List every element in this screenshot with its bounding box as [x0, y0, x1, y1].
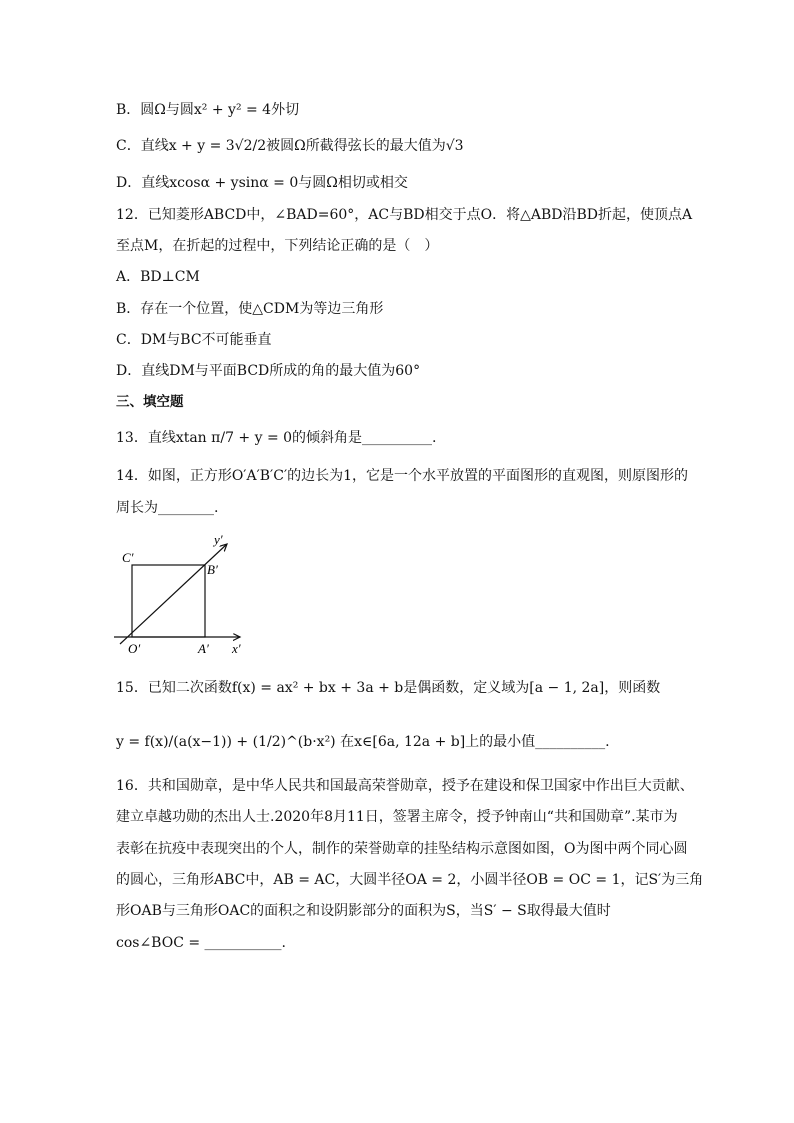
- question-14-line2: 周长为________.: [116, 500, 219, 516]
- line-option-d-tangent: D．直线xcosα + ysinα = 0与圆Ω相切或相交: [116, 175, 408, 191]
- question-16-line3: 表彰在抗疫中表现突出的个人，制作的荣誉勋章的挂坠结构示意图如图，O为图中两个同心圆: [116, 841, 688, 857]
- question-16-line2: 建立卓越功勋的杰出人士.2020年8月11日，签署主席令，授予钟南山“共和国勋章”.某市为: [116, 809, 678, 825]
- label-a-prime: A′: [198, 641, 209, 656]
- label-c-prime: C′: [122, 550, 134, 565]
- question-12-line2: 至点M，在折起的过程中，下列结论正确的是（ ）: [116, 238, 439, 254]
- question-16-line1: 16．共和国勋章，是中华人民共和国最高荣誉勋章，授予在建设和保卫国家中作出巨大贡献、: [116, 778, 694, 794]
- question-12-line1: 12．已知菱形ABCD中，∠BAD=60°，AC与BD相交于点O．将△ABD沿BD折起，使顶点A: [116, 207, 693, 223]
- line-option-b-circle: B．圆Ω与圆x² + y² = 4外切: [116, 102, 300, 118]
- question-12-option-d: D．直线DM与平面BCD所成的角的最大值为60°: [116, 363, 421, 379]
- question-13: 13．直线xtan π/7 + y = 0的倾斜角是__________.: [116, 430, 437, 446]
- question-16-line6: cos∠BOC = ___________.: [116, 935, 287, 951]
- square-outline: [132, 565, 205, 637]
- question-14-line1: 14．如图，正方形O′A′B′C′的边长为1，它是一个水平放置的平面图形的直观图，则原图形的: [116, 468, 689, 484]
- label-o-prime: O′: [128, 641, 141, 656]
- question-12-option-a: A．BD⊥CM: [116, 269, 200, 285]
- question-16-line5: 形OAB与三角形OAC的面积之和设阴影部分的面积为S，当S′ − S取得最大值时: [116, 903, 611, 919]
- label-b-prime: B′: [207, 562, 218, 577]
- question-15-line2: y = f(x)/(a(x−1)) + (1/2)^(b·x²) 在x∈[6a, 12a + b]上的最小值__________.: [116, 734, 610, 750]
- square-intuitive-diagram: [112, 532, 262, 657]
- y-axis: [120, 544, 227, 644]
- question-12-option-b: B．存在一个位置，使△CDM为等边三角形: [116, 301, 384, 317]
- label-y-prime: y′: [214, 532, 223, 547]
- question-16-line4: 的圆心，三角形ABC中，AB = AC，大圆半径OA = 2，小圆半径OB = OC = 1，记S′为三角: [116, 872, 704, 888]
- line-option-c-chord: C．直线x + y = 3√2/2被圆Ω所截得弦长的最大值为√3: [116, 138, 464, 154]
- section-heading-fill-in: 三、填空题: [116, 394, 184, 410]
- question-15-line1: 15．已知二次函数f(x) = ax² + bx + 3a + b是偶函数，定义域为[a − 1, 2a]，则函数: [116, 680, 661, 696]
- question-12-option-c: C．DM与BC不可能垂直: [116, 332, 272, 348]
- label-x-prime: x′: [232, 641, 241, 656]
